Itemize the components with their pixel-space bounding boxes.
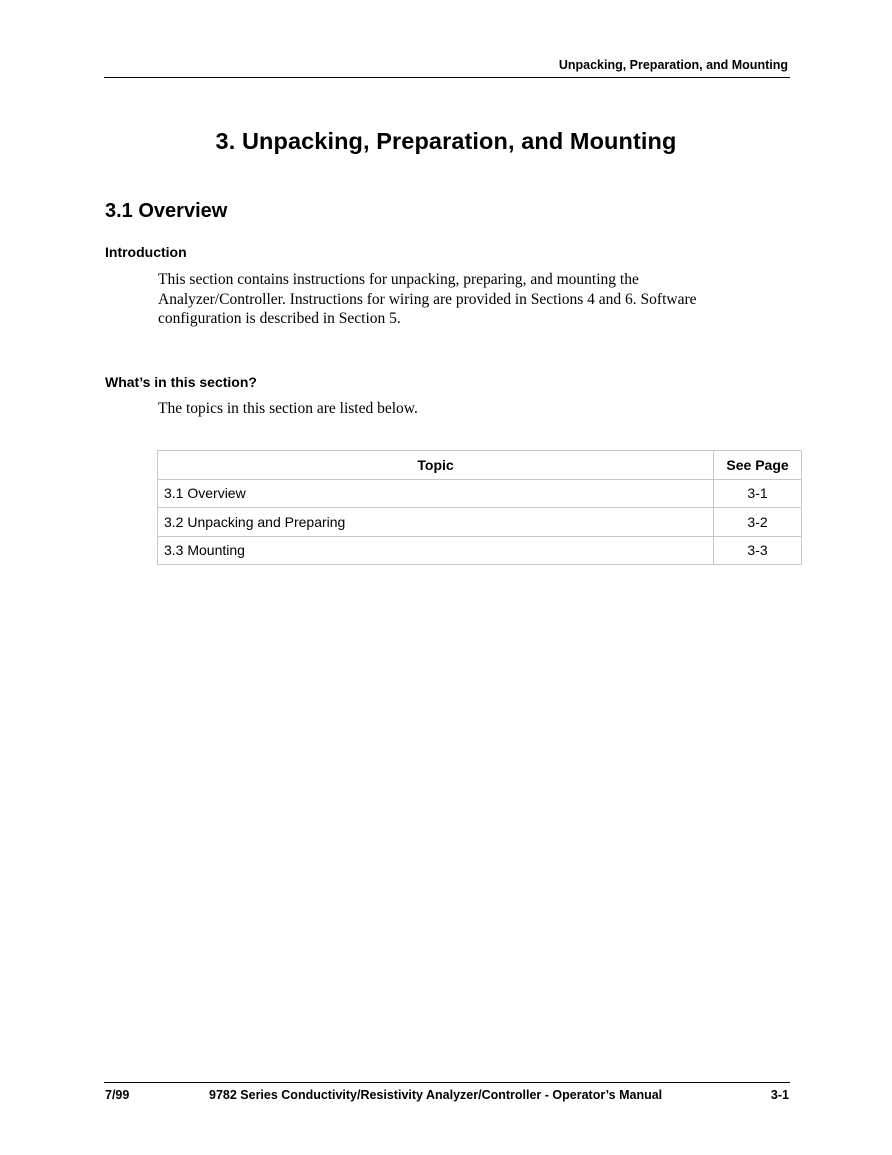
table-cell-page: 3-3 [714,536,802,565]
table-row [158,479,802,508]
running-header: Unpacking, Preparation, and Mounting [558,58,788,72]
whats-in-section-heading: What’s in this section? [105,374,257,390]
topics-table [157,450,802,565]
chapter-title: 3. Unpacking, Preparation, and Mounting [215,128,677,154]
section-title: 3.1 Overview [105,200,228,222]
table-header-see-page: See Page [714,451,802,480]
table-cell-topic: 3.1 Overview [158,479,714,508]
table-cell-page: 3-2 [714,508,802,537]
table-header-row [158,451,802,480]
introduction-heading: Introduction [105,244,187,260]
footer-rule [104,1082,790,1083]
table-cell-topic: 3.3 Mounting [158,536,714,565]
table-cell-topic: 3.2 Unpacking and Preparing [158,508,714,537]
header-rule [104,77,790,78]
footer-page-number: 3-1 [770,1088,789,1102]
table-row [158,508,802,537]
footer-date: 7/99 [105,1088,130,1102]
introduction-paragraph: This section contains instructions for unpacking, preparing, and mounting the Analyzer/Controller. Instructions for wiring are provided in Sections 4 and 6. Software configuration is described in Section 5. [158,271,697,327]
table-header-topic: Topic [158,451,714,480]
footer-manual-title: 9782 Series Conductivity/Resistivity Analyzer/Controller - Operator’s Manual [209,1088,663,1102]
table-cell-page: 3-1 [714,479,802,508]
table-row [158,536,802,565]
whats-in-section-paragraph: The topics in this section are listed below. [158,400,418,417]
